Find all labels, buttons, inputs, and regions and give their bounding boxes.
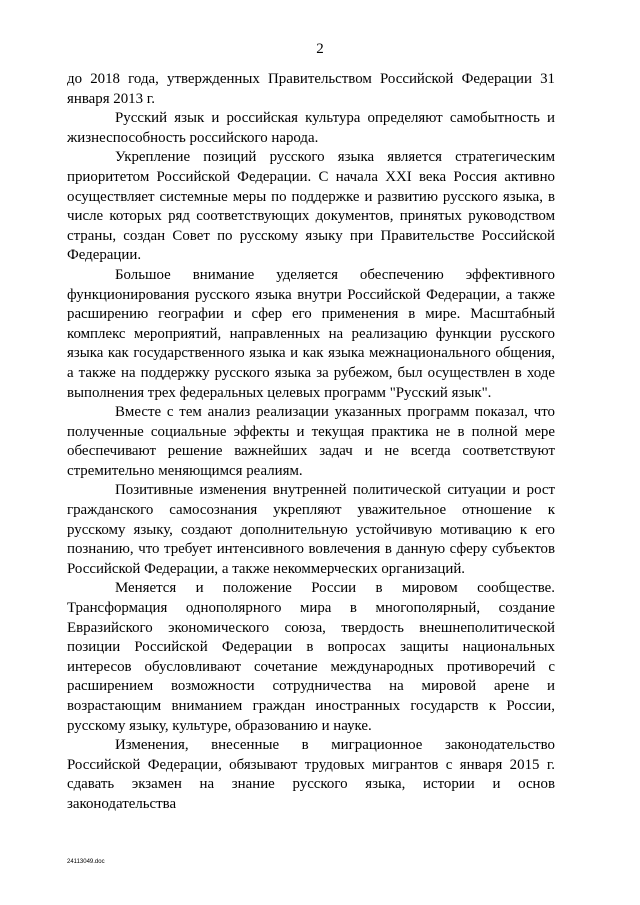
page-number: 2: [316, 41, 324, 57]
paragraph-continuation: до 2018 года, утвержденных Правительством Российской Федерации 31 января 2013 г.: [67, 71, 555, 107]
document-footer-filename: 24113049.doc: [67, 859, 105, 865]
paragraph-russia-world-position: Меняется и положение России в мировом сообществе. Трансформация однополярного мира в многополярный, создание Евразийского экономического союза, твердость внешнеполитической позиции Российской Федерации в вопросах защиты национальных интересов обусловливают сочетание международных противоречий с расширением возможности сотрудничества на мировой арене и возрастающим вниманием граждан иностранных государств к России, русскому языку, культуре, образованию и науке.: [67, 580, 555, 734]
paragraph-analysis-programs: Вместе с тем анализ реализации указанных программ показал, что полученные социальные эффекты и текущая практика не в полной мере обеспечивают решение важнейших задач и не всегда соответствуют стремительно меняющимся реалиям.: [67, 404, 555, 479]
paragraph-attention-functioning: Большое внимание уделяется обеспечению эффективного функционирования русского языка внутри Российской Федерации, а также расширению географии и сфер его применения в мире. Масштабный комплекс мероприятий, направленных на реализацию функции русского языка как государственного языка и как языка межнационального общения, а также на поддержку русского языка за рубежом, был осуществлен в ходе выполнения трех федеральных целевых программ "Русский язык".: [67, 266, 555, 401]
paragraph-migration-legislation: Изменения, внесенные в миграционное законодательство Российской Федерации, обязывают трудовых мигрантов с января 2015 г. сдавать экзамен на знание русского языка, истории и основ законодательства: [67, 737, 555, 812]
paragraph-positive-changes: Позитивные изменения внутренней политической ситуации и рост гражданского самосознания укрепляют уважительное отношение к русскому языку, создают дополнительную устойчивую мотивацию к его познанию, что требует интенсивного вовлечения в данную сферу субъектов Российской Федерации, а также некоммерческих организаций.: [67, 482, 555, 577]
paragraph-strategic-priority: Укрепление позиций русского языка является стратегическим приоритетом Российской Федерации. С начала XXI века Россия активно осуществляет системные меры по поддержке и развитию русского языка, в числе которых ряд соответствующих документов, принятых руководством страны, создан Совет по русскому языку при Правительстве Российской Федерации.: [67, 149, 555, 264]
paragraph-russian-language-culture: Русский язык и российская культура определяют самобытность и жизнеспособность российского народа.: [67, 110, 555, 146]
document-body: [67, 70, 555, 815]
